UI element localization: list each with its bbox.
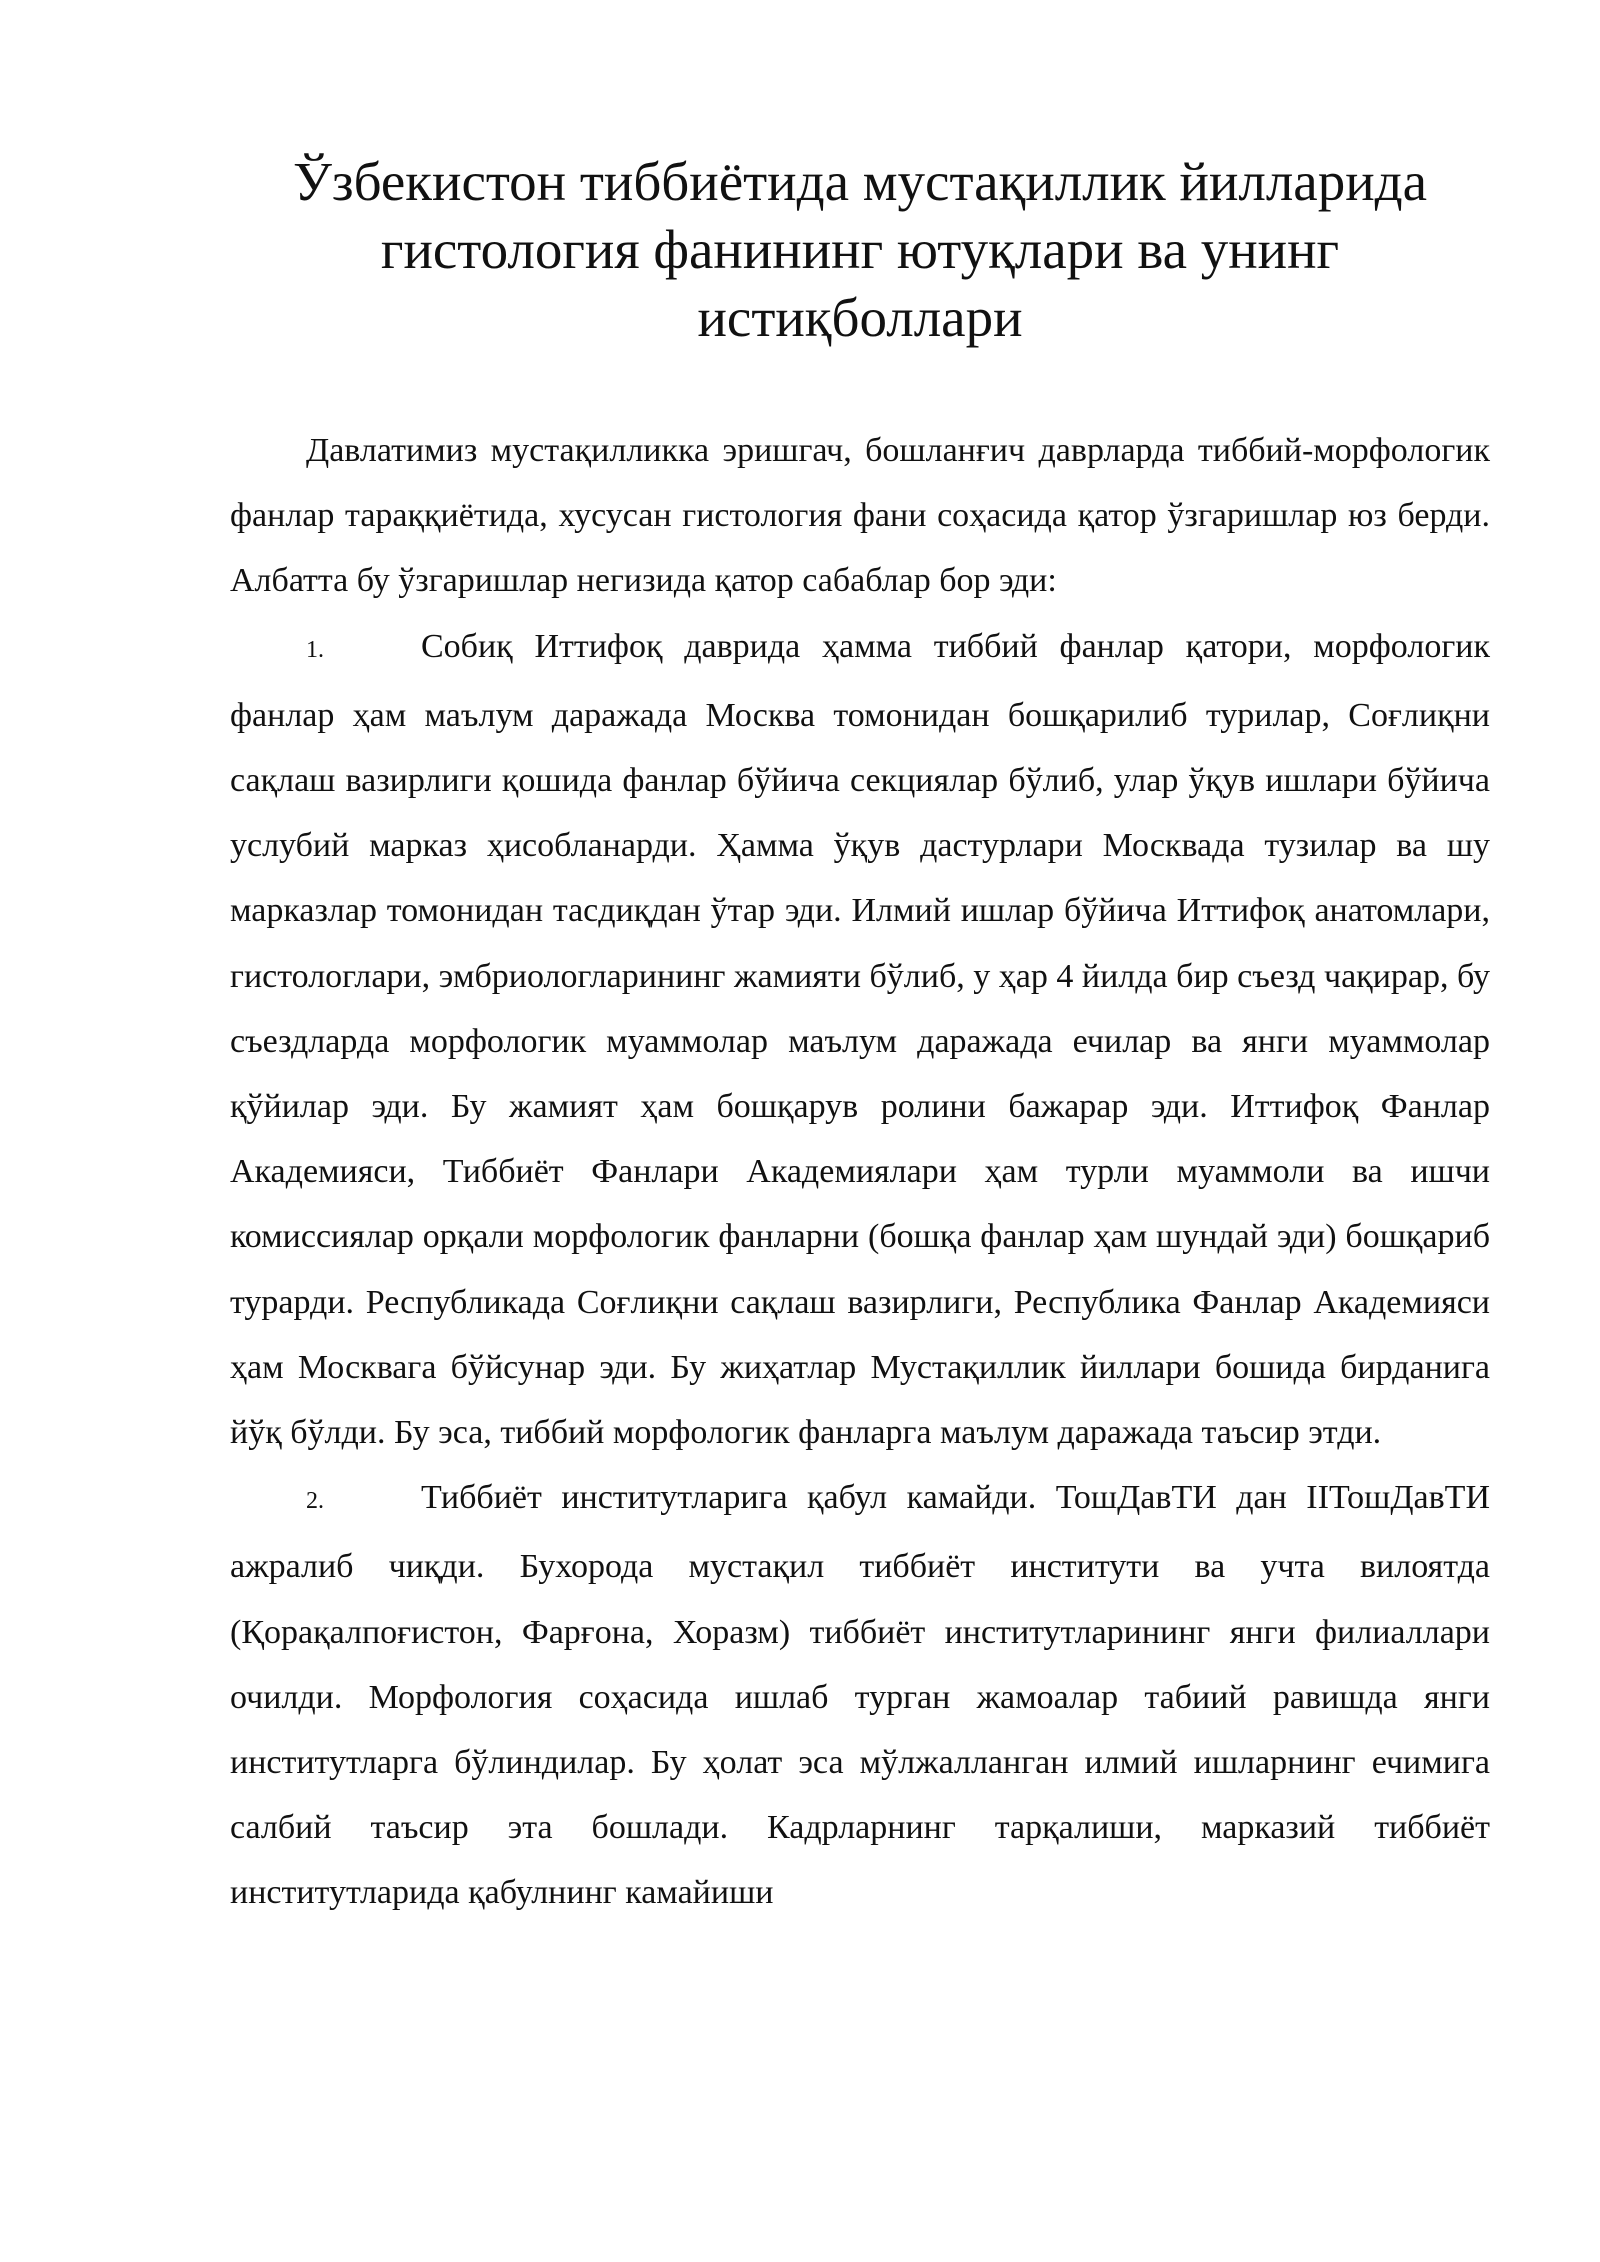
list-item: [230, 614, 1490, 1466]
list-item-text: Тиббиёт институтларига қабул камайди. ТошДавТИ дан IIТошДавТИ ажралиб чиқди. Бухорода мустақил тиббиёт институти ва учта вилоятда (Қорақалпоғистон, Фарғона, Хоразм) тиббиёт институтларининг янги филиаллари очилди. Морфология соҳасида ишлаб турган жамоалар табиий равишда янги институтларга бўлиндилар. Бу ҳолат эса мўлжалланган илмий ишларнинг ечимига салбий таъсир эта бошлади. Кадрларнинг тарқалиши, марказий тиббиёт институтларида қабулнинг камайиши: [230, 1479, 1490, 1912]
list-item-text: Собиқ Иттифоқ даврида ҳамма тиббий фанлар қатори, морфологик фанлар ҳам маълум даражада Москва томонидан бошқарилиб турилар, Соғлиқни сақлаш вазирлиги қошида фанлар бўйича секциялар бўлиб, улар ўқув ишлари бўйича услубий марказ ҳисобланарди. Ҳамма ўқув дастурлари Москвада тузилар ва шу марказлар томонидан тасдиқдан ўтар эди. Илмий ишлар бўйича Иттифоқ анатомлари, гистологлари, эмбриологларининг жамияти бўлиб, у ҳар 4 йилда бир съезд чақирар, бу съездларда морфологик муаммолар маълум даражада ечилар ва янги муаммолар қўйилар эди. Бу жамият ҳам бошқарув ролини бажарар эди. Иттифоқ Фанлар Академияси, Тиббиёт Фанлари Академиялари ҳам турли муаммоли ва ишчи комиссиялар орқали морфологик фанларни (бошқа фанлар ҳам шундай эди) бошқариб турарди. Республикада Соғлиқни сақлаш вазирлиги, Республика Фанлар Академияси ҳам Москвага бўйсунар эди. Бу жиҳатлар Мустақиллик йиллари бошида бирданига йўқ бўлди. Бу эса, тиббий морфологик фанларга маълум даражада таъсир этди.: [230, 627, 1490, 1452]
list-item-number: 2.: [306, 1488, 324, 1515]
document-title: Ўзбекистон тиббиётида мустақиллик йилларида гистология фанининг ютуқлари ва унинг истиқболлари: [292, 151, 1428, 348]
list-item-number: 1.: [306, 636, 324, 663]
intro-paragraph: Давлатимиз мустақилликка эришгач, бошланғич даврларда тиббий-морфологик фанлар тараққиётида, хусусан гистология фани соҳасида қатор ўзгаришлар юз берди. Албатта бу ўзгаришлар негизида қатор сабаблар бор эди:: [230, 432, 1490, 600]
document-body: [230, 418, 1490, 1926]
list-item: [230, 1465, 1490, 1925]
